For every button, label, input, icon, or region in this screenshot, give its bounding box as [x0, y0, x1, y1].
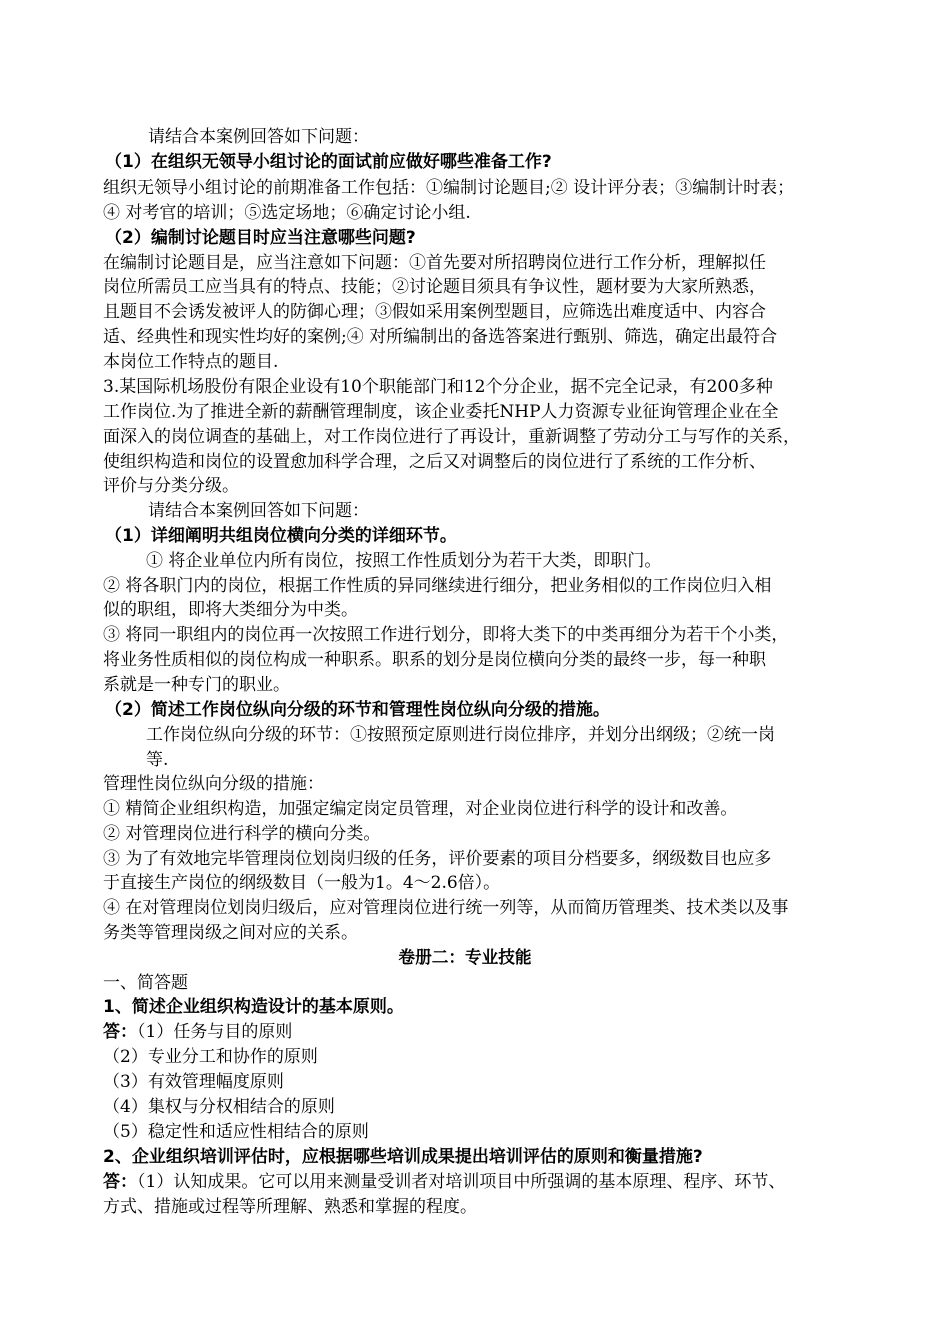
text-line: 3.某国际机场股份有限企业设有10个职能部门和12个分企业，据不完全记录，有200多种: [103, 377, 773, 397]
text-line: 管理性岗位纵向分级的措施：: [103, 774, 324, 794]
text-line: 适、经典性和现实性均好的案例;④ 对所编制出的备选答案进行甄别、筛选，确定出最符合: [103, 327, 778, 347]
question-heading: 2、企业组织培训评估时，应根据哪些培训成果提出培训评估的原则和衡量措施?: [103, 1147, 703, 1167]
answer-line: [103, 1170, 785, 1194]
section-title: 卷册二：专业技能: [398, 948, 532, 968]
answer-line: [103, 1020, 292, 1044]
text-line: 于直接生产岗位的纲级数目（一般为1。4～2.6倍）。: [103, 873, 501, 893]
text-line: 评价与分类分级。: [103, 476, 239, 496]
text-line: 工作岗位纵向分级的环节：①按照预定原则进行岗位排序，并划分出纲级；②统一岗: [146, 725, 775, 745]
text-line: 在编制讨论题目是，应当注意如下问题：①首先要对所招聘岗位进行工作分析，理解拟任: [103, 253, 766, 273]
text-line: ① 精简企业组织构造，加强定编定岗定员管理，对企业岗位进行科学的设计和改善。: [103, 799, 738, 819]
text-line: ③ 为了有效地完毕管理岗位划岗归级的任务，评价要素的项目分档要多，纲级数目也应多: [103, 849, 772, 869]
question-heading: （2）简述工作岗位纵向分级的环节和管理性岗位纵向分级的措施。: [105, 700, 610, 720]
text-line: 系就是一种专门的职业。: [103, 675, 290, 695]
text-line: 务类等管理岗级之间对应的关系。: [103, 923, 358, 943]
answer-label: 答：: [103, 1022, 137, 1042]
question-heading: 1、简述企业组织构造设计的基本原则。: [103, 997, 404, 1017]
text-line: （5）稳定性和适应性相结合的原则: [103, 1122, 369, 1142]
text-line: 组织无领导小组讨论的前期准备工作包括：①编制讨论题目;② 设计评分表；③编制计时表；: [103, 178, 795, 198]
text-line: 将业务性质相似的岗位构成一种职系。职系的划分是岗位横向分类的最终一步，每一种职: [103, 650, 766, 670]
answer-text: （1）认知成果。它可以用来测量受训者对培训项目中所强调的基本原理、程序、环节、: [137, 1172, 786, 1192]
text-line: 请结合本案例回答如下问题：: [148, 127, 369, 147]
question-heading: （2）编制讨论题目时应当注意哪些问题?: [105, 228, 416, 248]
question-heading: （1）详细阐明共组岗位横向分类的详细环节。: [105, 526, 457, 546]
text-line: 请结合本案例回答如下问题：: [148, 501, 369, 521]
text-line: 等.: [146, 750, 169, 770]
answer-text: （1）任务与目的原则: [137, 1022, 293, 1042]
text-line: ② 将各职门内的岗位，根据工作性质的异同继续进行细分，把业务相似的工作岗位归入相: [103, 576, 772, 596]
text-line: ③ 将同一职组内的岗位再一次按照工作进行划分，即将大类下的中类再细分为若干个小类，: [103, 625, 789, 645]
text-line: 似的职组，即将大类细分为中类。: [103, 600, 358, 620]
question-heading: （1）在组织无领导小组讨论的面试前应做好哪些准备工作?: [105, 152, 552, 172]
text-line: 一、简答题: [103, 973, 188, 993]
text-line: （3）有效管理幅度原则: [103, 1072, 284, 1092]
text-line: 工作岗位.为了推进全新的薪酬管理制度，该企业委托NHP人力资源专业征询管理企业在全: [103, 402, 779, 422]
text-line: （2）专业分工和协作的原则: [103, 1047, 318, 1067]
text-line: ④ 在对管理岗位划岗归级后，应对管理岗位进行统一列等，从而简历管理类、技术类以及事: [103, 898, 789, 918]
text-line: 方式、措施或过程等所理解、熟悉和掌握的程度。: [103, 1197, 477, 1217]
text-line: ④ 对考官的培训；⑤选定场地；⑥确定讨论小组.: [103, 203, 471, 223]
text-line: 使组织构造和岗位的设置愈加科学合理，之后又对调整后的岗位进行了系统的工作分析、: [103, 452, 766, 472]
text-line: 岗位所需员工应当具有的特点、技能；②讨论题目须具有争议性，题材要为大家所熟悉，: [103, 277, 766, 297]
answer-label: 答：: [103, 1172, 137, 1192]
text-line: ① 将企业单位内所有岗位，按照工作性质划分为若干大类，即职门。: [146, 551, 662, 571]
text-line: 本岗位工作特点的题目.: [103, 352, 279, 372]
text-line: ② 对管理岗位进行科学的横向分类。: [103, 824, 381, 844]
text-line: （4）集权与分权相结合的原则: [103, 1097, 335, 1117]
text-line: 面深入的岗位调查的基础上，对工作岗位进行了再设计，重新调整了劳动分工与写作的关系，: [103, 427, 800, 447]
text-line: 且题目不会诱发被评人的防御心理；③假如采用案例型题目，应筛选出难度适中、内容合: [103, 302, 766, 322]
